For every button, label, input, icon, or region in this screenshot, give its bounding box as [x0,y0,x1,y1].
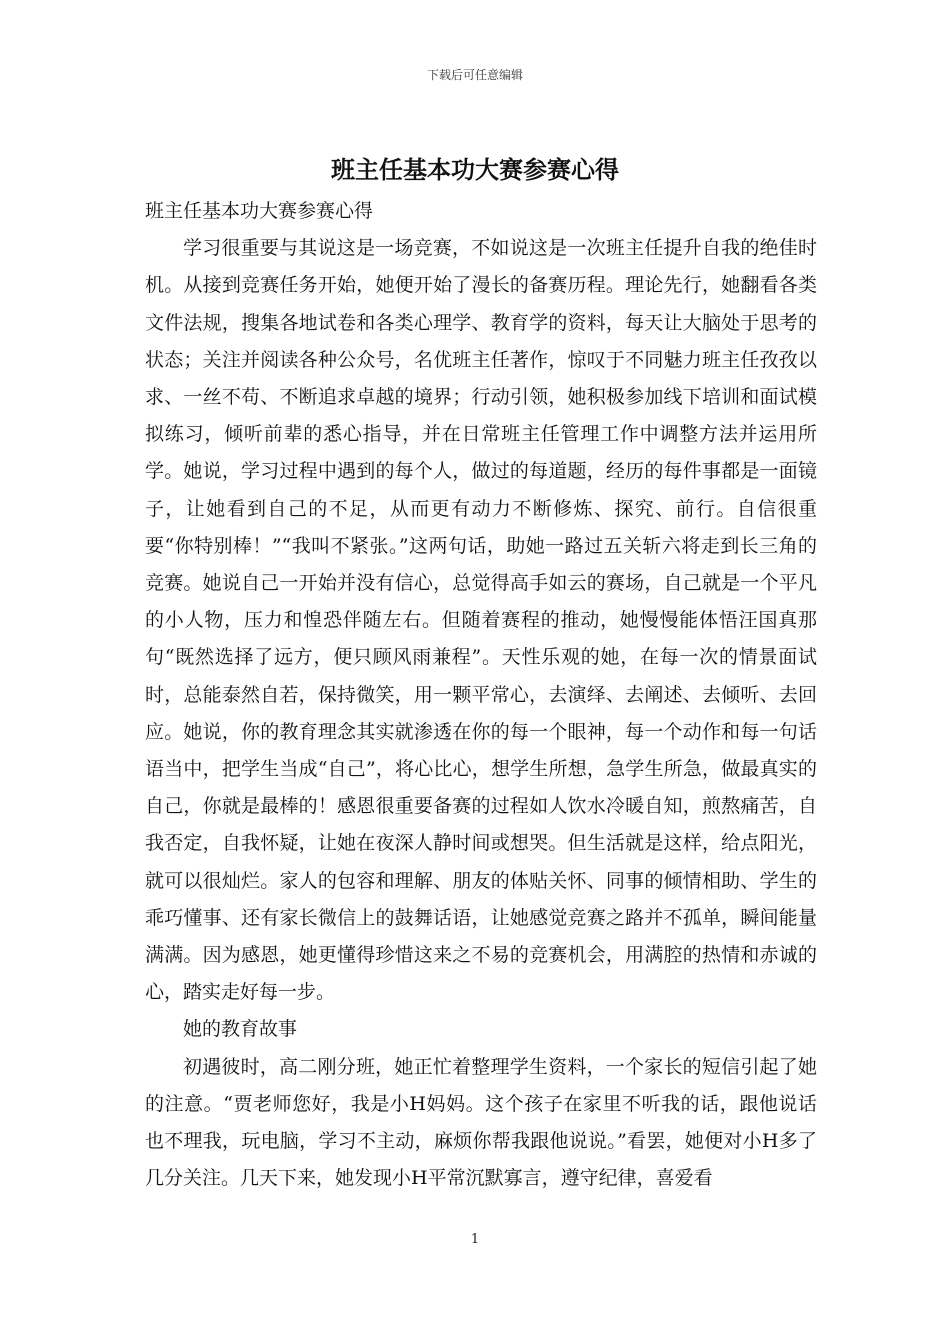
document-title: 班主任基本功大赛参赛心得 [331,155,619,184]
section-heading: 她的教育故事 [183,1018,298,1041]
paragraph: 学习很重要与其说这是一场竞赛，不如说这是一次班主任提升自我的绝佳时机。从接到竞赛任务开始，她便开始了漫长的备赛历程。理论先行，她翻看各类文件法规，搜集各地试卷和各类心理学、教育学的资料，每天让大脑处于思考的状态；关注并阅读各种公众号，名优班主任著作，惊叹于不同魅力班主任孜孜以求、一丝不苟、不断追求卓越的境界；行动引领，她积极参加线下培训和面试模拟练习，倾听前辈的悉心指导，并在日常班主任管理工作中调整方法并运用所学。她说，学习过程中遇到的每个人，做过的每道题，经历的每件事都是一面镜子，让她看到自己的不足，从而更有动力不断修炼、探究、前行。自信很重要“你特别棒！”“我叫不紧张。”这两句话，助她一路过五关斩六将走到长三角的竞赛。她说自己一开始并没有信心，总觉得高手如云的赛场，自己就是一个平凡的小人物，压力和惶恐伴随左右。但随着赛程的推动，她慢慢能体悟汪国真那句“既然选择了远方，便只顾风雨兼程”。天性乐观的她，在每一次的情景面试时，总能泰然自若，保持微笑，用一颗平常心，去演绎、去阐述、去倾听、去回应。她说，你的教育理念其实就渗透在你的每一个眼神，每一个动作和每一句话语当中，把学生当成“自己”，将心比心，想学生所想，急学生所急，做最真实的自己，你就是最棒的！感恩很重要备赛的过程如人饮水冷暖自知，煎熬痛苦，自我否定，自我怀疑，让她在夜深人静时间或想哭。但生活就是这样，给点阳光，就可以很灿烂。家人的包容和理解、朋友的体贴关怀、同事的倾情相助、学生的乖巧懂事、还有家长微信上的鼓舞话语，让她感觉竞赛之路并不孤单，瞬间能量满满。因为感恩，她更懂得珍惜这来之不易的竞赛机会，用满腔的热情和赤诚的心，踏实走好每一步。 [145,237,817,1004]
header-note: 下载后可任意编辑 [426,68,523,82]
page-number: 1 [470,1232,480,1247]
document-subtitle: 班主任基本功大赛参赛心得 [145,200,374,222]
paragraph: 初遇彼时，高二刚分班，她正忙着整理学生资料，一个家长的短信引起了她的注意。“贾老师您好，我是小H妈妈。这个孩子在家里不听我的话，跟他说话也不理我，玩电脑，学习不主动，麻烦你帮我跟他说说。”看罢，她便对小H多了几分关注。几天下来，她发现小H平常沉默寡言，遵守纪律，喜爱看 [145,1055,817,1190]
document-body [145,193,817,1197]
